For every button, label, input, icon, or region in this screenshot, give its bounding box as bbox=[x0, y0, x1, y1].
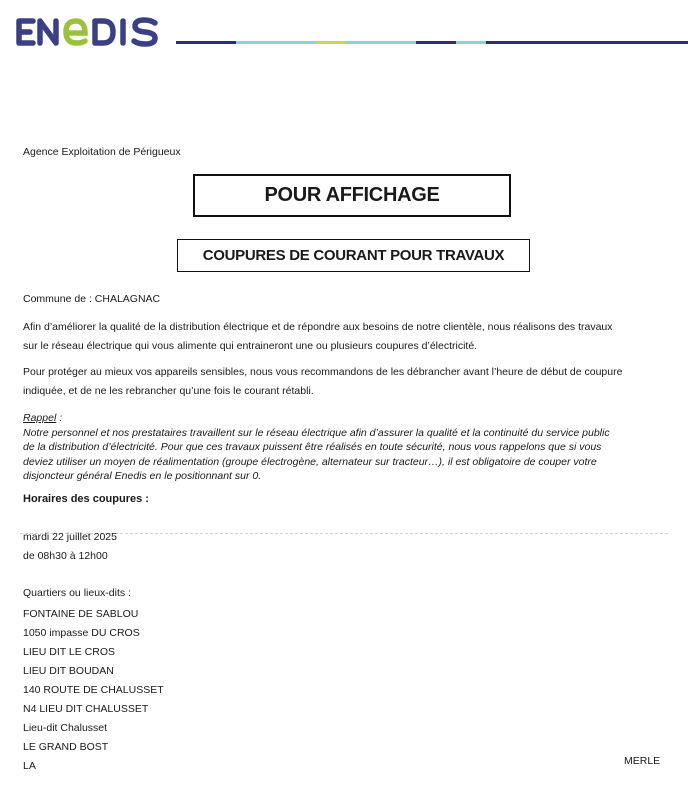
rappel-title-suffix: : bbox=[56, 412, 63, 424]
list-item: N4 LIEU DIT CHALUSSET bbox=[23, 703, 149, 715]
paragraph-line: indiquée, et de ne les rebrancher qu’une fois le courant rétabli. bbox=[23, 385, 314, 397]
list-item: 140 ROUTE DE CHALUSSET bbox=[23, 684, 164, 696]
enedis-logo bbox=[15, 14, 165, 50]
notice-subtitle: COUPURES DE COURANT POUR TRAVAUX bbox=[202, 247, 505, 264]
rappel-line: disjoncteur général Enedis en le positionnant sur 0. bbox=[23, 470, 262, 482]
outage-time: de 08h30 à 12h00 bbox=[23, 550, 108, 562]
list-item: 1050 impasse DU CROS bbox=[23, 627, 140, 639]
paragraph-line: Pour protéger au mieux vos appareils sensibles, nous vous recommandons de les débrancher avant l’heure de début de coupure bbox=[23, 366, 623, 378]
notice-title: POUR AFFICHAGE bbox=[264, 184, 440, 206]
outage-date: mardi 22 juillet 2025 bbox=[23, 531, 117, 543]
paragraph-line: sur le réseau électrique qui vous alimente qui entraineront une ou plusieurs coupures d’électricité. bbox=[23, 340, 478, 352]
rappel-section bbox=[23, 411, 663, 484]
paragraph-quality bbox=[23, 318, 673, 356]
header-divider bbox=[176, 41, 688, 43]
rappel-line: Notre personnel et nos prestataires travaillent sur le réseau électrique afin d’assurer la qualité et la continuité du service public bbox=[23, 426, 610, 439]
list-item: FONTAINE DE SABLOU bbox=[23, 608, 139, 620]
rappel-line: deviez utiliser un moyen de réalimentation (groupe électrogène, alternateur sur tracteur…), il est obligatoire de couper votre bbox=[23, 455, 597, 468]
header-divider-icon bbox=[176, 41, 688, 45]
notice-subtitle-box bbox=[177, 239, 530, 272]
enedis-logo-icon bbox=[15, 14, 165, 50]
footer-name: MERLE bbox=[624, 755, 661, 767]
agency-name: Agence Exploitation de Périgueux bbox=[23, 146, 181, 158]
list-item: LA bbox=[23, 760, 36, 772]
notice-title-box bbox=[193, 174, 511, 217]
quartiers-title: Quartiers ou lieux-dits : bbox=[23, 587, 131, 599]
paragraph-line: Afin d’améliorer la qualité de la distribution électrique et de répondre aux besoins de notre clientèle, nous réalisons des travaux bbox=[23, 321, 613, 333]
commune: Commune de : CHALAGNAC bbox=[23, 293, 161, 305]
list-item: Lieu-dit Chalusset bbox=[23, 722, 108, 734]
rappel-title: Rappel bbox=[23, 412, 57, 424]
horaires-title: Horaires des coupures : bbox=[23, 493, 149, 505]
list-item: LIEU DIT BOUDAN bbox=[23, 665, 114, 677]
scan-divider bbox=[20, 533, 668, 535]
rappel-line: de la distribution d’électricité. Pour que ces travaux puissent être réalisés en toute sécurité, nous vous rappelons que si vous bbox=[23, 441, 602, 453]
paragraph-protection bbox=[23, 363, 673, 401]
list-item: LE GRAND BOST bbox=[23, 741, 109, 753]
places-list bbox=[23, 605, 164, 776]
list-item: LIEU DIT LE CROS bbox=[23, 646, 115, 658]
